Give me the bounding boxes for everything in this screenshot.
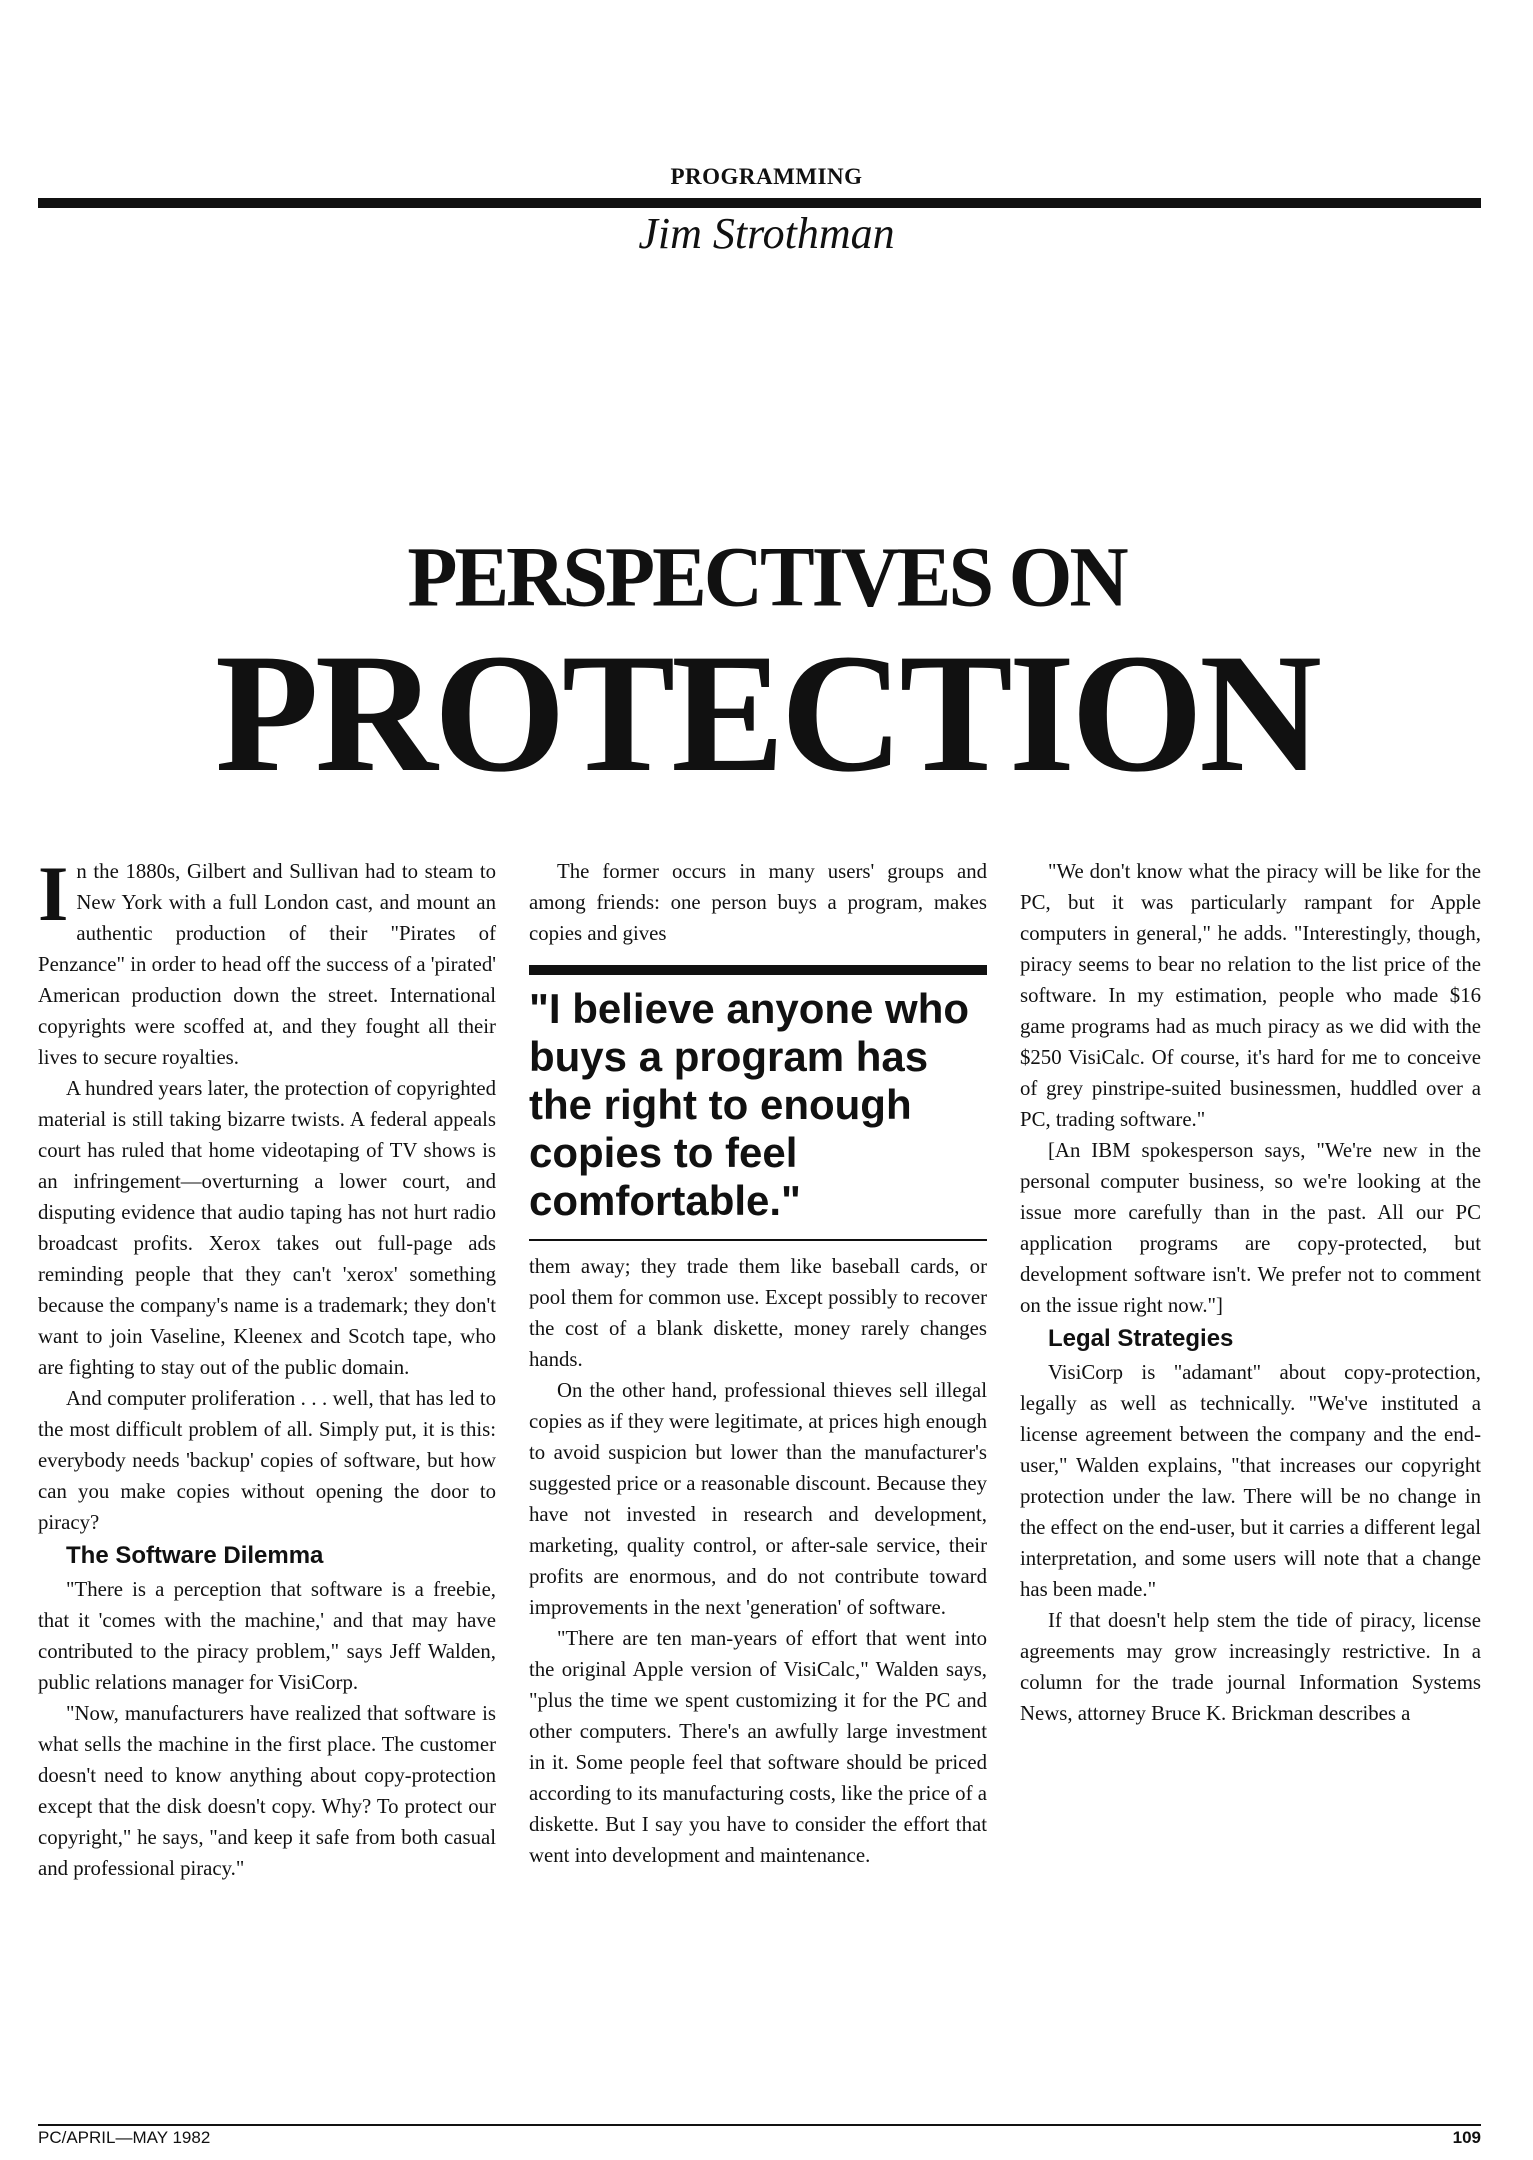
headline-line-1: PERSPECTIVES ON [407,528,1126,625]
author-byline: Jim Strothman [638,209,895,258]
paragraph: If that doesn't help stem the tide of piracy, license agreements may grow increasingly restrictive. In a column for the trade journal Information Systems News, attorney Bruce K. Brickman describes a [1020,1609,1481,1725]
paragraph: them away; they trade them like baseball cards, or pool them for common use. Except possibly to recover the cost of a blank diskette, money rarely changes hands. [529,1255,987,1371]
column-2 [529,856,987,1871]
paragraph: "There is a perception that software is a freebie, that it 'comes with the machine,' and that may have contributed to the piracy problem," says Jeff Walden, public relations manager for VisiCorp. [38,1578,496,1694]
page-number: 109 [1452,2128,1481,2147]
headline-line-2: PROTECTION [215,619,1318,807]
paragraph: [An IBM spokesperson says, "We're new in the personal computer business, so we're looking at the issue more carefully than in the past. All our PC application programs are copy-protected, but development software isn't. We prefer not to comment on the issue right now."] [1020,1139,1481,1317]
paragraph: A hundred years later, the protection of copyrighted material is still taking bizarre twists. A federal appeals court has ruled that home videotaping of TV shows is an infringement—overturning a lower court, and disputing evidence that audio taping has not hurt radio broadcast profits. Xerox takes out full-page ads reminding people that they can't 'xerox' something because the company's name is a trademark; they don't want to join Vaseline, Kleenex and Scotch tape, who are fighting to stay out of the public domain. [38,1077,496,1379]
footer-issue: PC/APRIL—MAY 1982 [38,2128,211,2147]
paragraph: On the other hand, professional thieves sell illegal copies as if they were legitimate, at prices high enough to avoid suspicion but lower than the manufacturer's suggested price or a reasonable discount. Because they have not invested in research and development, marketing, quality control, or after-sale service, their profits are enormous, and do not contribute toward improvements in the next 'generation' of software. [529,1379,987,1619]
subhead-legal-strategies: Legal Strategies [1048,1325,1234,1352]
column-1 [38,850,496,1884]
paragraph: "There are ten man-years of effort that went into the original Apple version of VisiCalc," Walden says, "plus the time we spent customizing it for the PC and other computers. There's an awfully large investment in it. Some people feel that software should be priced according to its manufacturing costs, like the price of a diskette. But I say you have to consider the effort that went into development and maintenance. [529,1627,987,1867]
paragraph: "Now, manufacturers have realized that software is what sells the machine in the first place. The customer doesn't need to know anything about copy-protection except that the disk doesn't copy. Why? To protect our copyright," he says, "and keep it safe from both casual and professional piracy." [38,1702,496,1880]
paragraph: In the 1880s, Gilbert and Sullivan had to steam to New York with a full London cast, and mount an authentic production of their "Pirates of Penzance" in order to head off the success of a 'pirated' American production down the street. International copyrights were scoffed at, and they fought all their lives to secure royalties. [38,850,496,1069]
paragraph: The former occurs in many users' groups and among friends: one person buys a program, makes copies and gives [529,860,987,945]
paragraph: VisiCorp is "adamant" about copy-protection, legally as well as technically. "We've instituted a license agreement between the company and the end-user," Walden explains, "that increases our copyright protection under the law. There will be no change in the effect on the end-user, but it carries a different legal interpretation, and some users will note that a change has been made." [1020,1361,1481,1601]
paragraph: "We don't know what the piracy will be like for the PC, but it was particularly rampant for Apple computers in general," he adds. "Interestingly, though, piracy seems to bear no relation to the list price of the software. In my estimation, people who made $16 game programs had as much piracy as we did with the $250 VisiCalc. Of course, it's hard for me to conceive of grey pinstripe-suited businessmen, huddled over a PC, trading software." [1020,860,1481,1131]
paragraph: And computer proliferation . . . well, that has led to the most difficult problem of all. Simply put, it is this: everybody needs 'backup' copies of software, but how can you make copies without opening the door to piracy? [38,1387,496,1534]
column-3 [1020,856,1481,1729]
bottom-rule [38,2124,1481,2126]
section-label: PROGRAMMING [670,164,863,189]
subhead-software-dilemma: The Software Dilemma [66,1542,324,1569]
drop-cap: I [38,850,69,937]
pull-quote: "I believe anyone who buys a program has the right to enough copies to feel comfortable." [529,965,987,1241]
